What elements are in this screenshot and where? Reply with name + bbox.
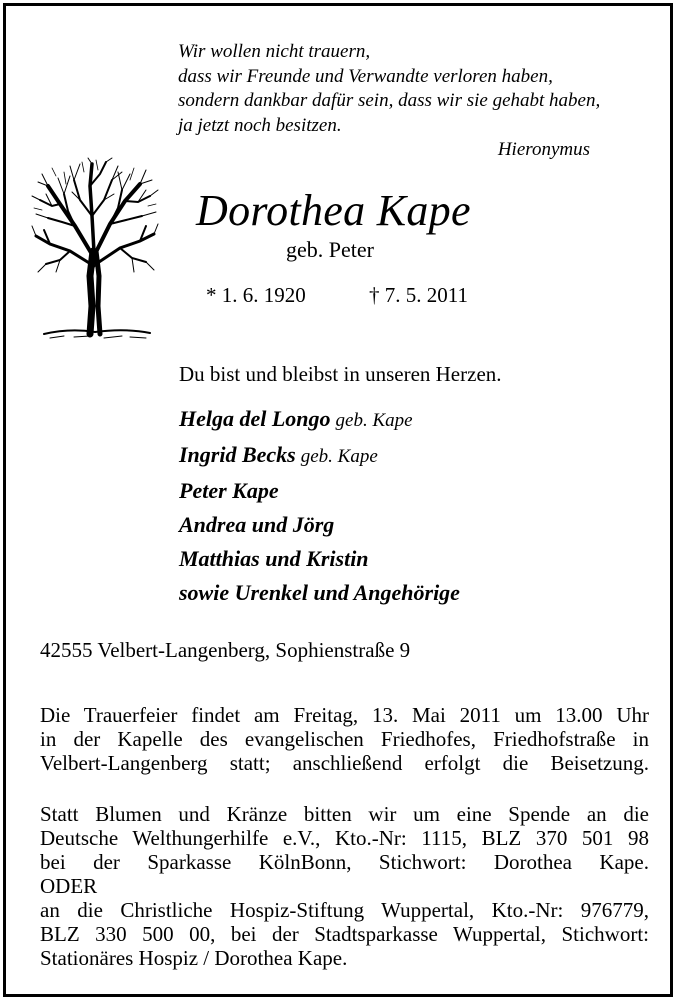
donation-line: Stationäres Hospiz / Dorothea Kape. <box>40 946 348 970</box>
motto: Du bist und bleibst in unseren Herzen. <box>179 362 502 386</box>
mourner-entry <box>179 474 460 508</box>
donation-line: Statt Blumen und Kränze bitten wir um eine Spende an die <box>40 802 649 826</box>
ceremony-line: Die Trauerfeier findet am Freitag, 13. Mai 2011 um 13.00 Uhr <box>40 703 649 727</box>
mourner-entry <box>179 402 460 438</box>
donation-line: Deutsche Welthungerhilfe e.V., Kto.-Nr: 1115, BLZ 370 501 98 <box>40 826 649 850</box>
poem-line: dass wir Freunde und Verwandte verloren haben, <box>178 65 553 87</box>
donation-line: an die Christliche Hospiz-Stiftung Wuppertal, Kto.-Nr: 976779, <box>40 898 649 922</box>
donation-line: bei der Sparkasse KölnBonn, Stichwort: Dorothea Kape. <box>40 850 649 874</box>
ceremony-details <box>40 703 649 775</box>
mourner-entry <box>179 438 460 474</box>
mourner-name: Ingrid Becks <box>179 442 296 467</box>
ceremony-line: in der Kapelle des evangelischen Friedhofes, Friedhofstraße in <box>40 727 649 751</box>
mourner-name: sowie Urenkel und Angehörige <box>179 580 460 605</box>
maiden-name: geb. Peter <box>286 237 374 262</box>
poem-line: ja jetzt noch besitzen. <box>178 114 342 136</box>
mourner-name: Andrea und Jörg <box>179 512 335 537</box>
obituary-notice <box>3 3 673 997</box>
memorial-poem <box>178 40 648 163</box>
mourner-name: Peter Kape <box>179 478 279 503</box>
poem-line: sondern dankbar dafür sein, dass wir sie gehabt haben, <box>178 90 601 111</box>
bare-tree-icon <box>30 156 160 342</box>
mourner-entry <box>179 542 460 576</box>
poem-author: Hieronymus <box>497 139 590 160</box>
mourner-name: Matthias und Kristin <box>179 546 369 571</box>
ceremony-line: Velbert-Langenberg statt; anschließend erfolgt die Beisetzung. <box>40 751 649 775</box>
death-date: † 7. 5. 2011 <box>369 283 468 307</box>
donation-line: BLZ 330 500 00, bei der Stadtsparkasse Wuppertal, Stichwort: <box>40 922 649 946</box>
mourner-suffix: geb. Kape <box>335 410 413 431</box>
mourner-entry <box>179 576 460 610</box>
mourner-suffix: geb. Kape <box>300 446 378 467</box>
donation-line: ODER <box>40 874 98 898</box>
poem-line: Wir wollen nicht trauern, <box>178 41 371 62</box>
birth-date: * 1. 6. 1920 <box>206 283 306 307</box>
mourner-name: Helga del Longo <box>179 406 331 431</box>
donation-details <box>40 802 649 970</box>
mourners-list <box>179 402 460 610</box>
family-address: 42555 Velbert-Langenberg, Sophienstraße 9 <box>40 638 411 662</box>
deceased-name: Dorothea Kape <box>196 186 471 235</box>
mourner-entry <box>179 508 460 542</box>
life-dates <box>206 281 468 309</box>
